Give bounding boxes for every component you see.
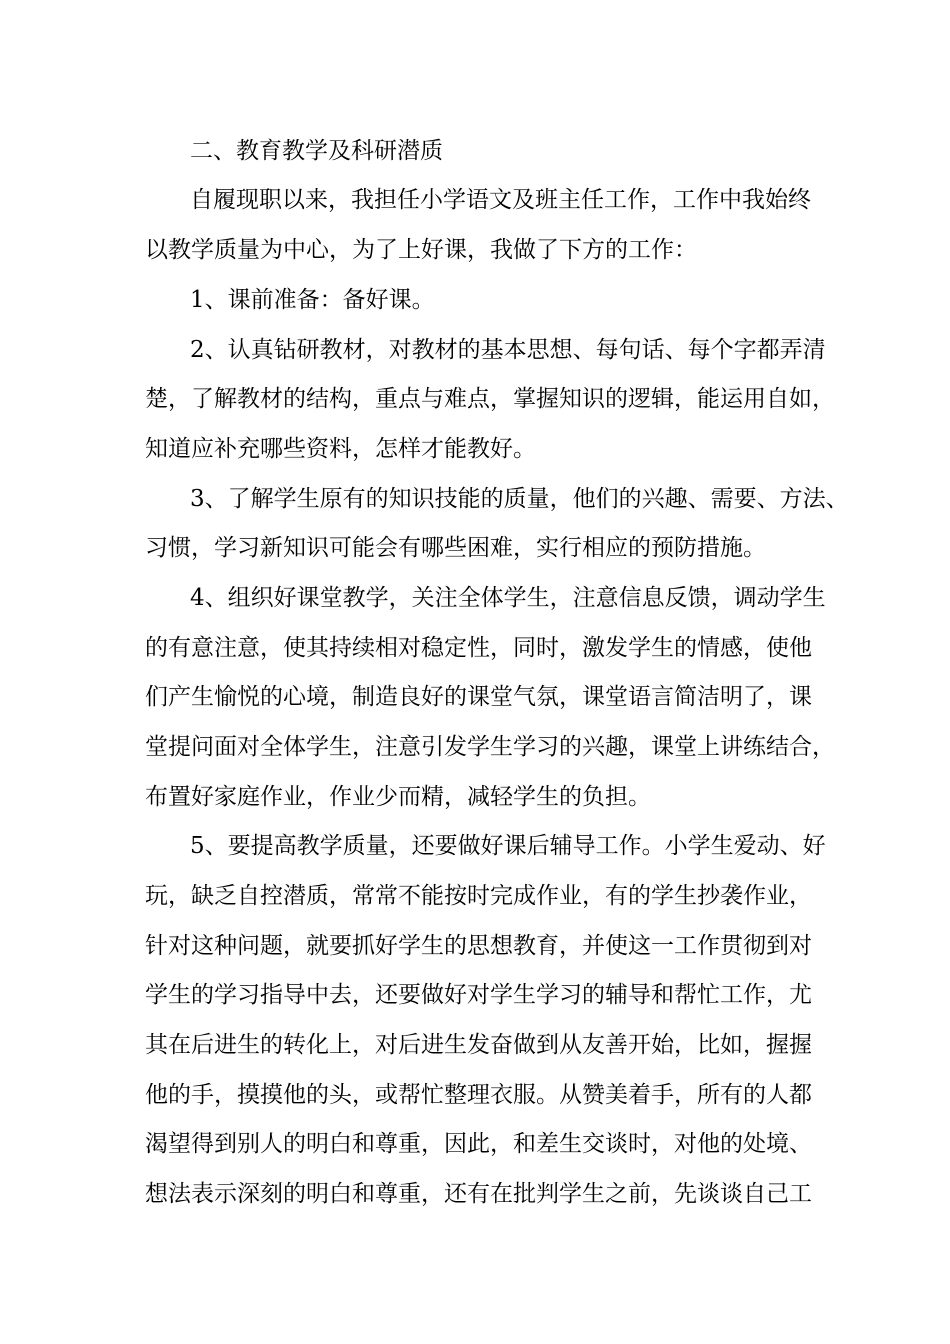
- paragraph-line: 5、要提高教学质量，还要做好课后辅导工作。小学生爱动、好: [190, 833, 826, 859]
- paragraph-line: 的有意注意，使其持续相对稳定性，同时，激发学生的情感，使他: [145, 635, 812, 661]
- paragraph-line: 渴望得到别人的明白和尊重，因此，和差生交谈时，对他的处境、: [145, 1131, 812, 1157]
- paragraph-line: 1、课前准备：备好课。: [190, 287, 435, 313]
- paragraph-line: 以教学质量为中心，为了上好课，我做了下方的工作：: [145, 237, 697, 263]
- paragraph-line: 习惯，学习新知识可能会有哪些困难，实行相应的预防措施。: [145, 535, 766, 561]
- paragraph-line: 们产生愉悦的心境，制造良好的课堂气氛，课堂语言简洁明了，课: [145, 684, 812, 710]
- paragraph-line: 玩，缺乏自控潜质，常常不能按时完成作业，有的学生抄袭作业，: [145, 883, 812, 909]
- paragraph-line: 堂提问面对全体学生，注意引发学生学习的兴趣，课堂上讲练结合，: [145, 734, 835, 760]
- paragraph-line: 学生的学习指导中去，还要做好对学生学习的辅导和帮忙工作，尤: [145, 982, 812, 1008]
- paragraph-line: 想法表示深刻的明白和尊重，还有在批判学生之前，先谈谈自己工: [145, 1181, 812, 1207]
- paragraph-line: 楚，了解教材的结构，重点与难点，掌握知识的逻辑，能运用自如，: [145, 386, 835, 412]
- paragraph-line: 2、认真钻研教材，对教材的基本思想、每句话、每个字都弄清: [190, 337, 826, 363]
- paragraph-line: 自履现职以来，我担任小学语文及班主任工作，工作中我始终: [190, 187, 811, 213]
- paragraph-line: 布置好家庭作业，作业少而精，减轻学生的负担。: [145, 784, 651, 810]
- paragraph-line: 针对这种问题，就要抓好学生的思想教育，并使这一工作贯彻到对: [145, 933, 812, 959]
- paragraph-line: 4、组织好课堂教学，关注全体学生，注意信息反馈，调动学生: [190, 585, 826, 611]
- paragraph-line: 知道应补充哪些资料，怎样才能教好。: [145, 436, 536, 462]
- paragraph-line: 他的手，摸摸他的头，或帮忙整理衣服。从赞美着手，所有的人都: [145, 1082, 812, 1108]
- paragraph-line: 其在后进生的转化上，对后进生发奋做到从友善开始，比如，握握: [145, 1032, 812, 1058]
- paragraph-line: 3、了解学生原有的知识技能的质量，他们的兴趣、需要、方法、: [190, 486, 849, 512]
- section-heading: 二、教育教学及科研潜质: [190, 138, 443, 164]
